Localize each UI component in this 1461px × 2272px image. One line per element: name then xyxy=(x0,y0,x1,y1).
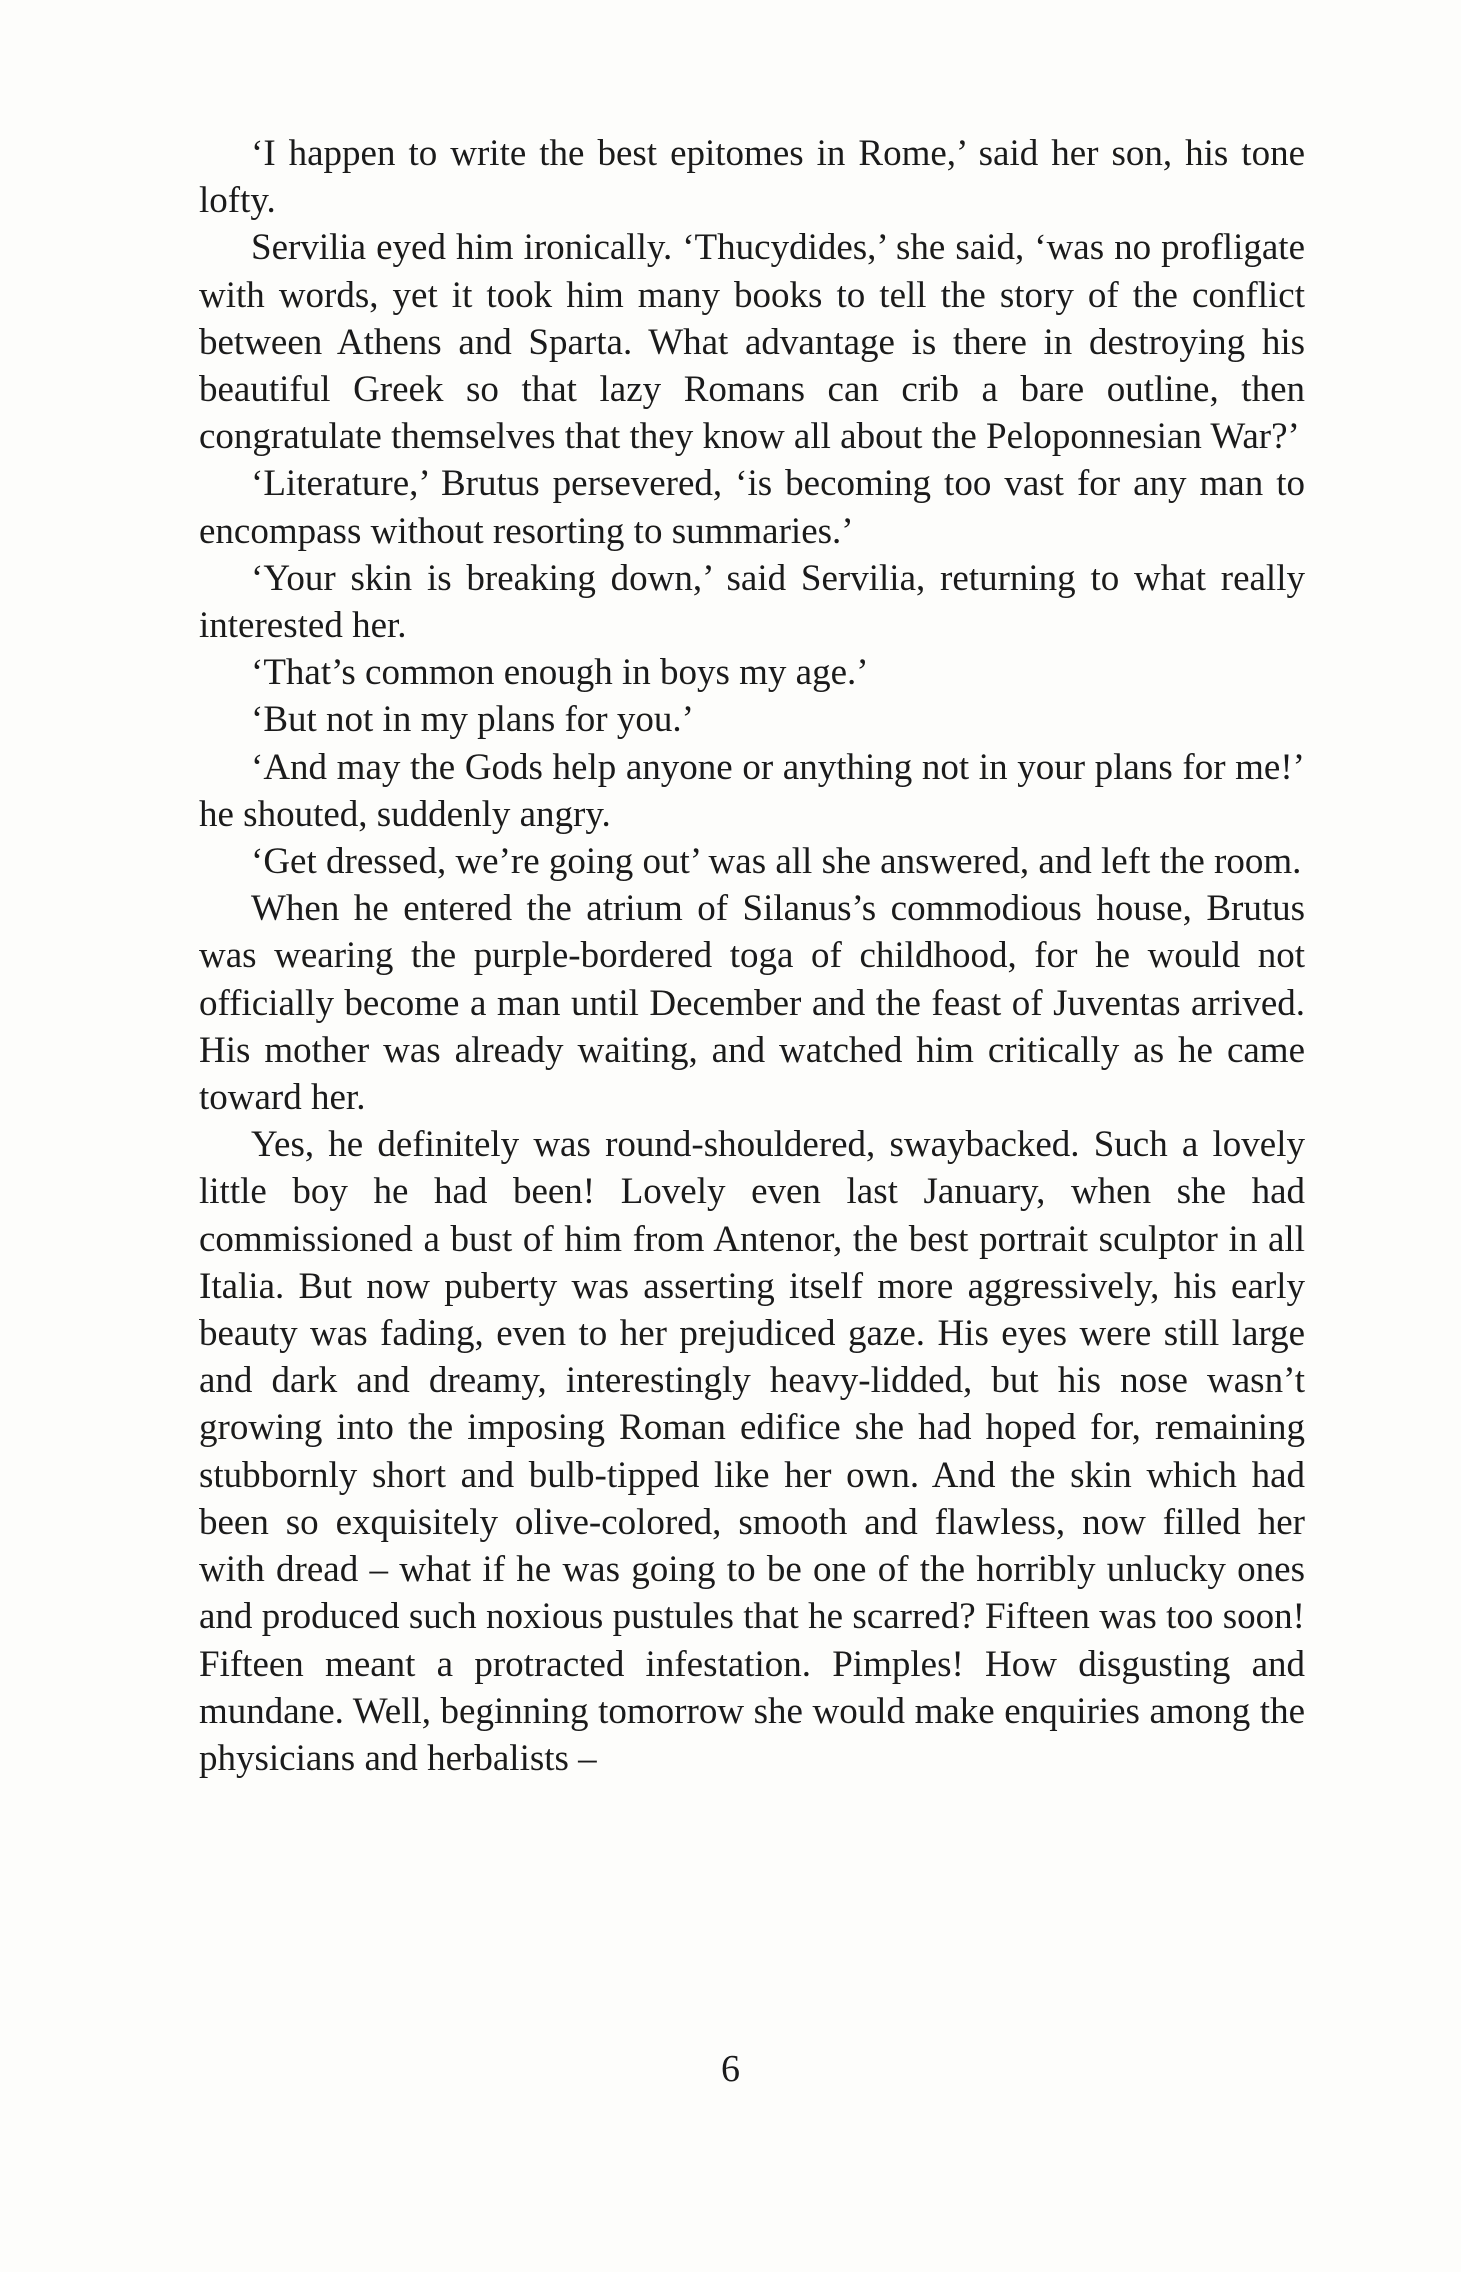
paragraph: ‘Get dressed, we’re going out’ was all she answered, and left the room. xyxy=(251,841,1302,883)
paragraph: Servilia eyed him ironically. ‘Thucydides,’ she said, ‘was no profligate with words, yet it took him many books to tell the story of the conflict between Athens and Sparta. What advantage is there in destroying his beautiful Greek so that lazy Romans can crib a bare outline, then congratulate themselves that they know all about the Peloponnesian War?’ xyxy=(199,227,1305,458)
paragraph: Yes, he definitely was round-shouldered, swaybacked. Such a lovely little boy he had been! Lovely even last January, when she had commissioned a bust of him from Antenor, the best portrait sculptor in all Italia. But now puberty was asserting itself more aggressively, his early beauty was fading, even to her prejudiced gaze. His eyes were still large and dark and dreamy, interestingly heavy-lidded, but his nose wasn’t growing into the imposing Roman edifice she had hoped for, remaining stubbornly short and bulb-tipped like her own. And the skin which had been so exquisitely olive-colored, smooth and flawless, now filled her with dread – what if he was going to be one of the horribly unlucky ones and produced such noxious pustules that he scarred? Fifteen was too soon! Fifteen meant a protracted infestation. Pimples! How disgusting and mundane. Well, beginning tomorrow she would make enquiries among the physicians and herbalists – xyxy=(199,1124,1305,1779)
paragraph: ‘And may the Gods help anyone or anything not in your plans for me!’ he shouted, suddenly angry. xyxy=(199,746,1305,835)
paragraph: When he entered the atrium of Silanus’s commodious house, Brutus was wearing the purple-bordered toga of childhood, for he would not officially become a man until December and the feast of Juventas arrived. His mother was already waiting, and watched him critically as he came toward her. xyxy=(199,888,1305,1119)
body-text xyxy=(199,130,1305,1782)
paragraph: ‘Literature,’ Brutus persevered, ‘is becoming too vast for any man to encompass without resorting to summaries.’ xyxy=(199,463,1305,552)
paragraph: ‘I happen to write the best epitomes in Rome,’ said her son, his tone lofty. xyxy=(199,133,1305,222)
paragraph: ‘Your skin is breaking down,’ said Servilia, returning to what really interested her. xyxy=(199,557,1305,647)
paragraph: ‘But not in my plans for you.’ xyxy=(251,699,694,741)
page-number: 6 xyxy=(721,2048,740,2090)
paragraph: ‘That’s common enough in boys my age.’ xyxy=(251,652,869,694)
